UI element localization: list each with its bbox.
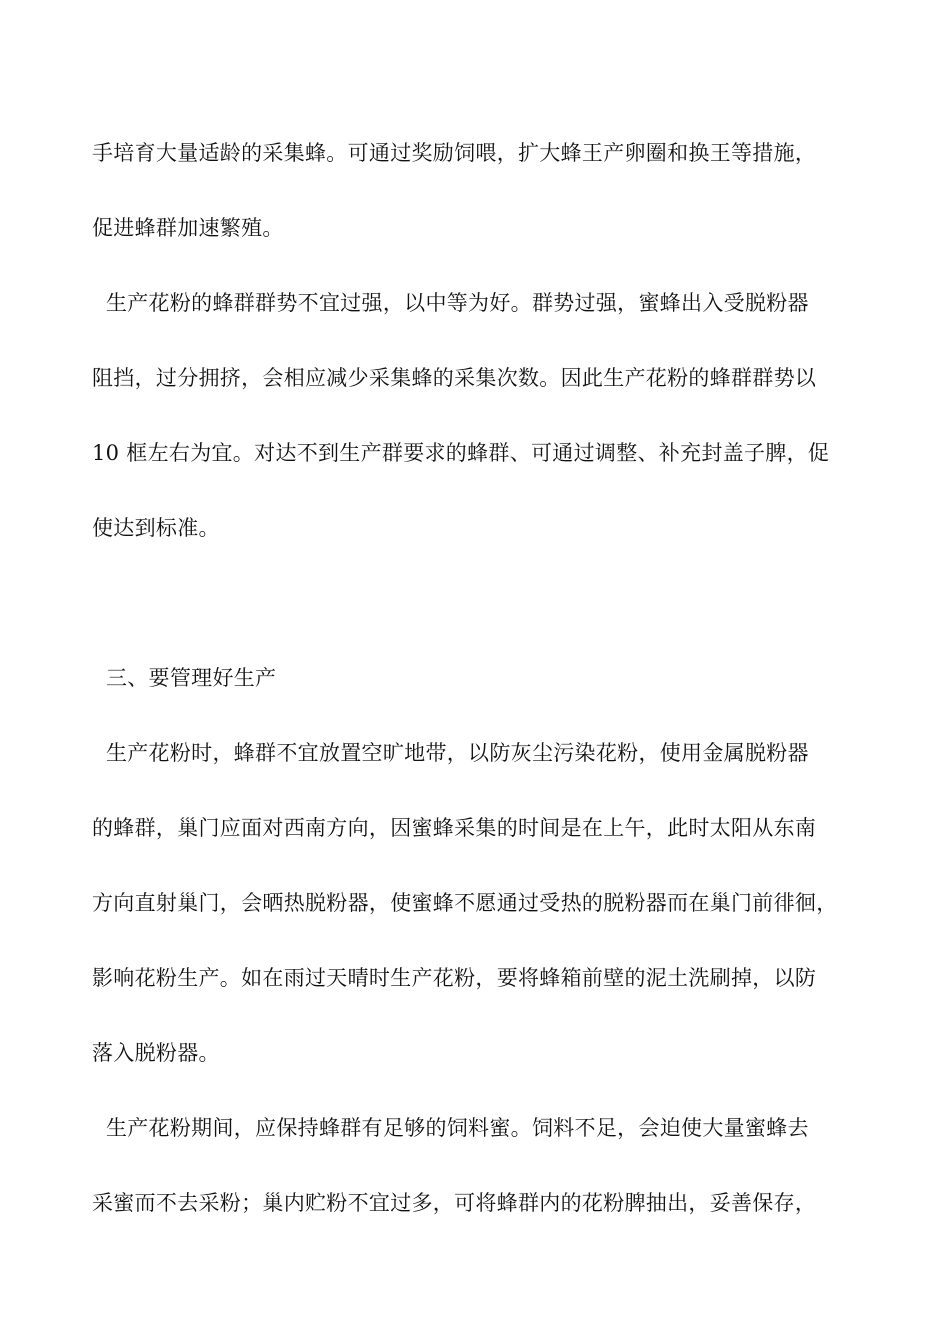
text-line-5: 10 框左右为宜。对达不到生产群要求的蜂群、可通过调整、补充封盖子脾，促	[92, 441, 830, 465]
text-line-6: 使达到标准。	[92, 516, 220, 540]
text-line-2: 促进蜂群加速繁殖。	[92, 216, 284, 240]
text-line-12: 生产花粉期间，应保持蜂群有足够的饲料蜜。饲料不足，会迫使大量蜜蜂去	[92, 1116, 809, 1140]
text-line-8: 的蜂群，巢门应面对西南方向，因蜜蜂采集的时间是在上午，此时太阳从东南	[92, 816, 817, 840]
text-line-9: 方向直射巢门，会晒热脱粉器，使蜜蜂不愿通过受热的脱粉器而在巢门前徘徊，	[92, 891, 838, 915]
text-line-11: 落入脱粉器。	[92, 1041, 220, 1065]
text-line-10: 影响花粉生产。如在雨过天晴时生产花粉，要将蜂箱前壁的泥土洗刷掉，以防	[92, 966, 817, 990]
text-line-1: 手培育大量适龄的采集蜂。可通过奖励饲喂，扩大蜂王产卵圈和换王等措施，	[92, 141, 817, 165]
section-heading: 三、要管理好生产	[92, 666, 277, 690]
text-line-13: 采蜜而不去采粉；巢内贮粉不宜过多，可将蜂群内的花粉脾抽出，妥善保存，	[92, 1191, 817, 1215]
text-line-7: 生产花粉时，蜂群不宜放置空旷地带，以防灰尘污染花粉，使用金属脱粉器	[92, 741, 809, 765]
text-line-3: 生产花粉的蜂群群势不宜过强，以中等为好。群势过强，蜜蜂出入受脱粉器	[92, 291, 809, 315]
text-line-4: 阻挡，过分拥挤，会相应减少采集蜂的采集次数。因此生产花粉的蜂群群势以	[92, 366, 817, 390]
